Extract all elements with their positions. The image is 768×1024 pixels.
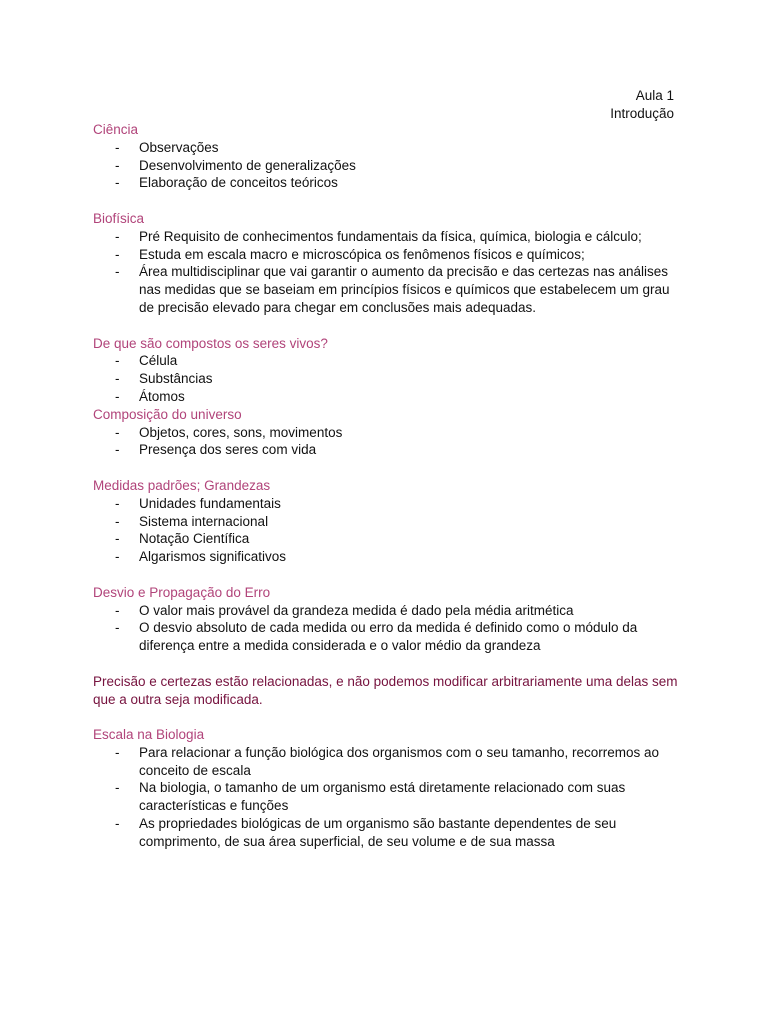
lesson-header: [610, 87, 674, 123]
spacer: [93, 566, 683, 584]
spacer: [93, 317, 683, 335]
spacer: [93, 655, 683, 673]
list-item-text: Notação Científica: [139, 531, 250, 547]
bullet-dash: -: [115, 388, 120, 404]
bullet-dash: -: [115, 442, 120, 458]
list-item-text: Presença dos seres com vida: [139, 442, 317, 458]
bullet-dash: -: [115, 424, 120, 440]
spacer: [93, 192, 683, 210]
bullet-dash: -: [115, 264, 120, 280]
list-item: [93, 815, 683, 851]
bullet-dash: -: [115, 549, 120, 565]
bullet-list: [93, 602, 683, 655]
list-item-text: Objetos, cores, sons, movimentos: [139, 424, 343, 440]
list-item-text: Desenvolvimento de generalizações: [139, 157, 356, 173]
list-item: [93, 424, 683, 442]
section-escala-biologia: [93, 726, 683, 851]
list-item: [93, 779, 683, 815]
list-item: [93, 530, 683, 548]
list-item-text: Átomos: [139, 388, 185, 404]
spacer: [93, 459, 683, 477]
bullet-list: [93, 139, 683, 192]
list-item: [93, 441, 683, 459]
list-item-text: O valor mais provável da grandeza medida é dado pela média aritmética: [139, 602, 574, 618]
list-item-text: Algarismos significativos: [139, 549, 287, 565]
list-item: [93, 174, 683, 192]
bullet-dash: -: [115, 246, 120, 262]
section-seres-vivos: [93, 335, 683, 406]
bullet-dash: -: [115, 175, 120, 191]
section-title: Ciência: [93, 122, 139, 137]
list-item: [93, 157, 683, 175]
section-title: Biofísica: [93, 210, 145, 226]
bullet-dash: -: [115, 157, 120, 173]
bullet-list: [93, 744, 683, 851]
list-item: [93, 602, 683, 620]
list-item: [93, 495, 683, 513]
section-ciencia: [93, 121, 683, 192]
bullet-dash: -: [115, 780, 120, 796]
bullet-list: [93, 228, 683, 317]
bullet-dash: -: [115, 139, 120, 155]
list-item: [93, 228, 683, 246]
section-composicao-universo: [93, 406, 683, 459]
section-title: Desvio e Propagação do Erro: [93, 584, 271, 600]
list-item-text: Elaboração de conceitos teóricos: [139, 175, 338, 191]
list-item-text: As propriedades biológicas de um organismo são bastante dependentes de seu comprimento, de sua área superficial, de seu volume e de sua massa: [139, 816, 617, 849]
list-item-text: Área multidisciplinar que vai garantir o aumento da precisão e das certezas nas análises nas medidas que se baseiam em princípios físicos e químicos que estabelecem um grau de precisão elevado para chegar em conclusões mais adequadas.: [139, 264, 670, 315]
list-item-text: Sistema internacional: [139, 513, 269, 529]
lesson-number: Aula 1: [635, 88, 674, 103]
bullet-list: [93, 352, 683, 405]
spacer: [93, 708, 683, 726]
bullet-list: [93, 495, 683, 566]
list-item: [93, 370, 683, 388]
bullet-dash: -: [115, 602, 120, 618]
list-item: [93, 548, 683, 566]
list-item-text: Pré Requisito de conhecimentos fundamentais da física, química, biologia e cálculo;: [139, 228, 642, 244]
list-item-text: Unidades fundamentais: [139, 495, 281, 511]
list-item-text: Estuda em escala macro e microscópica os fenômenos físicos e químicos;: [139, 246, 585, 262]
section-title: Escala na Biologia: [93, 727, 205, 743]
bullet-list: [93, 424, 683, 460]
section-title: Composição do universo: [93, 406, 242, 422]
section-biofisica: [93, 210, 683, 317]
bullet-dash: -: [115, 816, 120, 832]
document-body: [93, 121, 683, 851]
bullet-dash: -: [115, 495, 120, 511]
list-item: [93, 744, 683, 780]
list-item-text: Para relacionar a função biológica dos organismos com o seu tamanho, recorremos ao conceito de escala: [139, 744, 660, 778]
list-item-text: O desvio absoluto de cada medida ou erro da medida é definido como o módulo da diferença entre a medida considerada e o valor médio da grandeza: [139, 620, 638, 654]
list-item-text: Na biologia, o tamanho de um organismo está diretamente relacionado com suas características e funções: [139, 780, 626, 814]
list-item: [93, 619, 683, 655]
list-item-text: Substâncias: [139, 371, 213, 387]
lesson-subtitle: Introdução: [610, 106, 674, 121]
bullet-dash: -: [115, 744, 120, 760]
list-item: [93, 263, 683, 316]
list-item: [93, 139, 683, 157]
bullet-dash: -: [115, 513, 120, 529]
section-desvio-erro: [93, 584, 683, 655]
section-title: Medidas padrões; Grandezas: [93, 477, 271, 493]
bullet-dash: -: [115, 371, 120, 387]
section-title: De que são compostos os seres vivos?: [93, 335, 328, 351]
bullet-dash: -: [115, 620, 120, 636]
list-item: [93, 513, 683, 531]
section-medidas-grandezas: [93, 477, 683, 566]
list-item-text: Célula: [139, 353, 178, 369]
list-item-text: Observações: [139, 139, 219, 155]
bullet-dash: -: [115, 228, 120, 244]
list-item: [93, 352, 683, 370]
bullet-dash: -: [115, 353, 120, 369]
list-item: [93, 246, 683, 264]
list-item: [93, 388, 683, 406]
emphasis-paragraph: Precisão e certezas estão relacionadas, e não podemos modificar arbitrariamente uma delas sem que a outra seja modificada.: [93, 673, 678, 707]
bullet-dash: -: [115, 531, 120, 547]
